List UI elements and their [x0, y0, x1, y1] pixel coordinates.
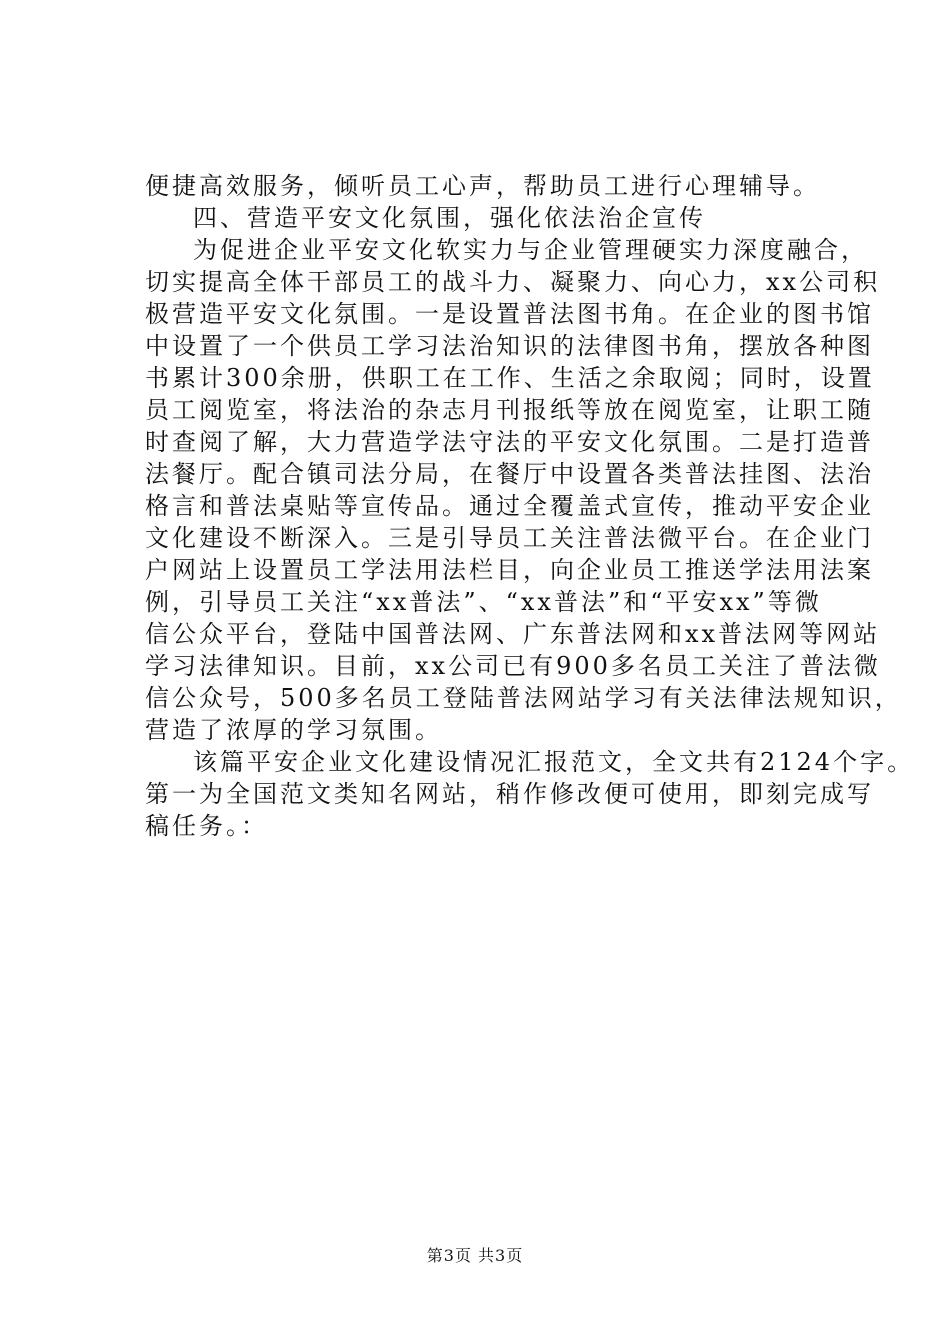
closing-paragraph-line: 该篇平安企业文化建设情况汇报范文，全文共有2124个字。	[193, 748, 915, 776]
main-paragraph-line: 营造了浓厚的学习氛围。	[145, 716, 442, 744]
main-paragraph-line: 信公众平台，登陆中国普法网、广东普法网和xx普法网等网站	[145, 620, 881, 648]
main-paragraph-line: 例，引导员工关注“xx普法”、“xx普法”和“平安xx”等微	[145, 588, 822, 616]
main-paragraph-line: 员工阅览室，将法治的杂志月刊报纸等放在阅览室，让职工随	[145, 396, 874, 424]
closing-paragraph-line: 第一为全国范文类知名网站，稍作修改便可使用，即刻完成写	[145, 780, 874, 808]
main-paragraph-line: 信公众号，500多名员工登陆普法网站学习有关法律法规知识，	[145, 684, 902, 712]
main-paragraph-line: 学习法律知识。目前，xx公司已有900多名员工关注了普法微	[145, 652, 881, 680]
main-paragraph-line: 户网站上设置员工学法用法栏目，向企业员工推送学法用法案	[145, 556, 874, 584]
section-heading: 四、营造平安文化氛围，强化依法治企宣传	[193, 204, 706, 232]
main-paragraph-line: 极营造平安文化氛围。一是设置普法图书角。在企业的图书馆	[145, 300, 874, 328]
document-body	[145, 170, 915, 842]
closing-paragraph-line: 稿任务。：	[145, 812, 268, 840]
main-paragraph-line: 中设置了一个供员工学习法治知识的法律图书角，摆放各种图	[145, 332, 874, 360]
main-paragraph-line: 法餐厅。配合镇司法分局，在餐厅中设置各类普法挂图、法治	[145, 460, 874, 488]
main-paragraph-line: 格言和普法桌贴等宣传品。通过全覆盖式宣传，推动平安企业	[145, 492, 874, 520]
main-paragraph-line: 文化建设不断深入。三是引导员工关注普法微平台。在企业门	[145, 524, 874, 552]
main-paragraph-line: 切实提高全体干部员工的战斗力、凝聚力、向心力，xx公司积	[145, 268, 881, 296]
main-paragraph-line: 书累计300余册，供职工在工作、生活之余取阅；同时，设置	[145, 364, 875, 392]
main-paragraph-line: 为促进企业平安文化软实力与企业管理硬实力深度融合，	[193, 236, 868, 264]
main-paragraph-line: 时查阅了解，大力营造学法守法的平安文化氛围。二是打造普	[145, 428, 874, 456]
paragraph-tail-line: 便捷高效服务，倾听员工心声，帮助员工进行心理辅导。	[145, 172, 820, 200]
page-number-footer: 第3页 共3页	[426, 1246, 524, 1265]
